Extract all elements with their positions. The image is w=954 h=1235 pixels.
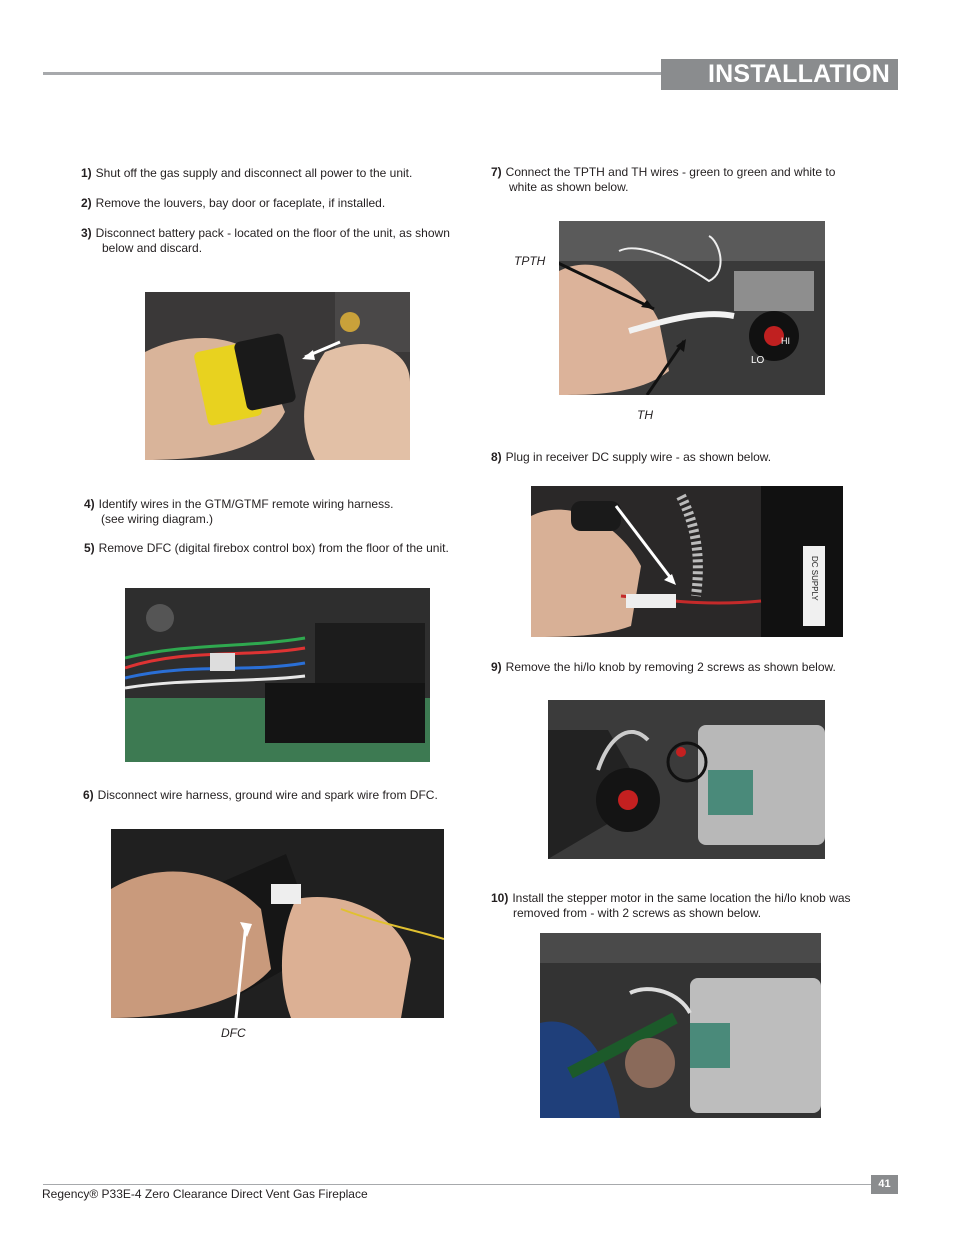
step-3: 3) Disconnect battery pack - located on the floor of the unit, as shown below and discard. [81,226,450,255]
knob-label-hi: HI [781,336,790,346]
caption-th: TH [637,408,653,422]
header-rule [43,72,663,75]
photo-tpth-wires [559,221,825,395]
step-6: 6) Disconnect wire harness, ground wire and spark wire from DFC. [83,788,438,802]
knob-label-lo: LO [751,355,765,366]
photo-stepper-motor [540,933,821,1118]
caption-tpth: TPTH [514,254,546,268]
photo-battery-pack [145,292,410,460]
step-2: 2) Remove the louvers, bay door or faceplate, if installed. [81,196,386,210]
step-7: 7) Connect the TPTH and TH wires - green to green and white to white as shown below. [491,165,836,194]
caption-dfc: DFC [221,1026,246,1040]
photo-dfc-disconnect [111,829,444,1018]
step-4: 4) Identify wires in the GTM/GTMF remote wiring harness. (see wiring diagram.) [84,497,394,526]
dc-supply-label: DC SUPPLY [810,556,819,601]
photo-dfc-floor [125,588,430,762]
photo-dc-supply [531,486,843,637]
step-10: 10) Install the stepper motor in the same location the hi/lo knob was removed from - with 2 screws as shown below. [491,891,851,920]
section-title: INSTALLATION [661,59,898,90]
page-number: 41 [871,1175,898,1194]
footer-rule [43,1184,873,1185]
step-5: 5) Remove DFC (digital firebox control box) from the floor of the unit. [84,541,449,555]
step-1: 1) Shut off the gas supply and disconnect all power to the unit. [81,166,413,180]
step-9: 9) Remove the hi/lo knob by removing 2 screws as shown below. [491,660,836,674]
footer-title: Regency® P33E-4 Zero Clearance Direct Vent Gas Fireplace [42,1187,368,1201]
step-8: 8) Plug in receiver DC supply wire - as shown below. [491,450,772,464]
photo-hilo-knob [548,700,825,859]
